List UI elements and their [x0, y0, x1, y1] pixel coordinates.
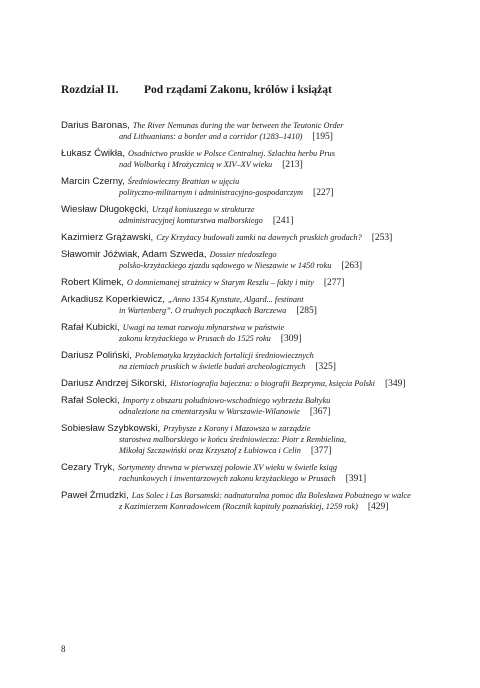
toc-entry	[61, 120, 451, 142]
toc-entry-first-line	[61, 378, 451, 389]
entry-page-number: [241]	[272, 216, 294, 226]
entry-author: Wiesław Długokęcki,	[61, 204, 149, 215]
toc-entry	[61, 395, 451, 417]
entry-author: Paweł Żmudzki,	[61, 490, 129, 501]
toc-entry-continuation-line	[61, 473, 451, 484]
toc-entry-first-line	[61, 423, 451, 434]
table-of-contents	[61, 120, 451, 518]
entry-page-number: [377]	[310, 446, 332, 456]
entry-title: polsko-krzyżackiego zjazdu sądowego w Nieszawie w 1450 roku	[119, 261, 332, 270]
toc-entry	[61, 350, 451, 372]
toc-entry	[61, 176, 451, 198]
entry-title: rachunkowych i inwentarzowych zakonu krzyżackiego w Prusach	[119, 474, 336, 483]
entry-title: administracyjnej komturstwa malborskiego	[119, 216, 263, 225]
entry-page-number: [391]	[345, 474, 367, 484]
entry-page-number: [285]	[296, 306, 317, 316]
toc-entry	[61, 322, 451, 344]
entry-title: Las Solec i Las Borsamski: nadnaturalna pomoc dla Bolesława Pobożnego w walce	[131, 491, 411, 500]
toc-entry-continuation-line	[61, 501, 451, 512]
toc-entry-continuation-line	[61, 215, 451, 226]
entry-author: Arkadiusz Koperkiewicz,	[61, 294, 165, 305]
entry-author: Rafał Kubicki,	[61, 322, 120, 333]
entry-title: O domniemanej strażnicy w Starym Reszlu – fakty i mity	[126, 278, 314, 287]
entry-title: Sortymenty drewna w pierwszej połowie XV wieku w świetle ksiąg	[117, 463, 337, 472]
toc-entry-first-line	[61, 350, 451, 361]
entry-title: and Lithuanians: a border and a corridor (1283–1410)	[119, 132, 303, 141]
entry-author: Kazimierz Grążawski,	[61, 232, 154, 243]
entry-title: zakonu krzyżackiego w Prusach do 1525 roku	[119, 334, 271, 343]
entry-title: Dossier niedoszłego	[209, 250, 277, 259]
toc-entry-first-line	[61, 462, 451, 473]
toc-entry	[61, 462, 451, 484]
entry-author: Dariusz Poliński,	[61, 350, 132, 361]
toc-entry-continuation-line	[61, 305, 451, 316]
toc-entry-continuation-line	[61, 333, 451, 344]
toc-entry-continuation-line	[61, 434, 451, 445]
entry-page-number: [213]	[282, 160, 303, 170]
entry-title: Importy z obszaru południowo-wschodniego wybrzeża Bałtyku	[122, 396, 331, 405]
chapter-header	[61, 84, 441, 100]
toc-entry-continuation-line	[61, 445, 451, 456]
entry-title: nad Wolborką i Mrożycznicą w XIV–XV wieku	[119, 160, 273, 169]
entry-title: Czy Krzyżacy budowali zamki na dawnych pruskich grodach?	[156, 233, 362, 242]
toc-entry-continuation-line	[61, 361, 451, 372]
toc-entry-first-line	[61, 322, 451, 333]
entry-page-number: [429]	[367, 502, 389, 512]
entry-title: Historiografia bajeczna: o biografii Bezpryma, księcia Polski	[170, 379, 375, 388]
entry-page-number: [195]	[312, 132, 333, 142]
entry-page-number: [349]	[384, 379, 406, 389]
entry-page-number: [227]	[313, 188, 334, 198]
toc-entry-continuation-line	[61, 187, 451, 198]
entry-author: Łukasz Ćwikła,	[61, 148, 125, 159]
entry-title: „Anno 1354 Kynstute, Algard... festinant	[167, 295, 304, 304]
entry-title: Urząd koniuszego w strukturze	[151, 205, 255, 214]
toc-entry-first-line	[61, 294, 451, 305]
entry-title: The River Nemunas during the war between the Teutonic Order	[132, 121, 344, 130]
entry-title: starostwa malborskiego w końcu średniowiecza: Piotr z Rembielina,	[119, 435, 347, 444]
entry-title: z Kazimierzem Konradowicem (Rocznik kapituły poznańskiej, 1259 rok)	[119, 502, 358, 511]
toc-entry-first-line	[61, 490, 451, 501]
toc-entry-continuation-line	[61, 406, 451, 417]
entry-author: Robert Klimek,	[61, 277, 124, 288]
toc-entry-first-line	[61, 120, 451, 131]
chapter-title: Pod rządami Zakonu, królów i książąt	[144, 84, 332, 96]
toc-entry-first-line	[61, 232, 451, 243]
entry-author: Cezary Tryk,	[61, 462, 115, 473]
entry-author: Sławomir Jóźwiak, Adam Szweda,	[61, 249, 207, 260]
page-number: 8	[61, 644, 66, 654]
chapter-label: Rozdział II.	[61, 84, 119, 96]
entry-title: na ziemiach pruskich w świetle badań archeologicznych	[119, 362, 306, 371]
toc-entry	[61, 232, 451, 243]
toc-entry	[61, 148, 451, 170]
entry-page-number: [367]	[309, 407, 331, 417]
entry-author: Dariusz Andrzej Sikorski,	[61, 378, 168, 389]
toc-entry-continuation-line	[61, 260, 451, 271]
toc-entry	[61, 294, 451, 316]
toc-entry	[61, 249, 451, 271]
entry-title: Średniowieczny Brattian w ujęciu	[127, 177, 240, 186]
toc-entry-continuation-line	[61, 131, 451, 142]
entry-title: Problematyka krzyżackich fortalicji średniowiecznych	[134, 351, 314, 360]
entry-title: Przybysze z Korony i Mazowsza w zarządzie	[163, 424, 311, 433]
entry-page-number: [309]	[280, 334, 302, 344]
toc-entry	[61, 423, 451, 456]
entry-page-number: [325]	[315, 362, 336, 372]
entry-author: Sobiesław Szybkowski,	[61, 423, 161, 434]
toc-entry-first-line	[61, 249, 451, 260]
toc-entry	[61, 378, 451, 389]
toc-entry	[61, 204, 451, 226]
toc-entry-first-line	[61, 277, 451, 288]
toc-entry	[61, 277, 451, 288]
toc-entry-first-line	[61, 176, 451, 187]
entry-author: Rafał Solecki,	[61, 395, 120, 406]
entry-page-number: [263]	[341, 261, 362, 271]
entry-title: Uwagi na temat rozwoju młynarstwa w państwie	[122, 323, 285, 332]
toc-entry	[61, 490, 451, 512]
entry-title: in Wartenberg”. O trudnych początkach Barczewa	[119, 306, 287, 315]
entry-title: Osadnictwo pruskie w Polsce Centralnej. Szlachta herbu Prus	[127, 149, 335, 158]
entry-page-number: [277]	[323, 278, 345, 288]
entry-title: odnalezione na cmentarzysku w Warszawie-Wilanowie	[119, 407, 300, 416]
entry-author: Marcin Czerny,	[61, 176, 125, 187]
entry-title: polityczno-militarnym i administracyjno-gospodarczym	[119, 188, 304, 197]
entry-title: Mikołaj Szczawiński oraz Krzysztof z Łubiowca i Celin	[119, 446, 301, 455]
entry-page-number: [253]	[371, 233, 393, 243]
toc-entry-continuation-line	[61, 159, 451, 170]
toc-entry-first-line	[61, 148, 451, 159]
toc-entry-first-line	[61, 204, 451, 215]
toc-entry-first-line	[61, 395, 451, 406]
entry-author: Darius Baronas,	[61, 120, 130, 131]
